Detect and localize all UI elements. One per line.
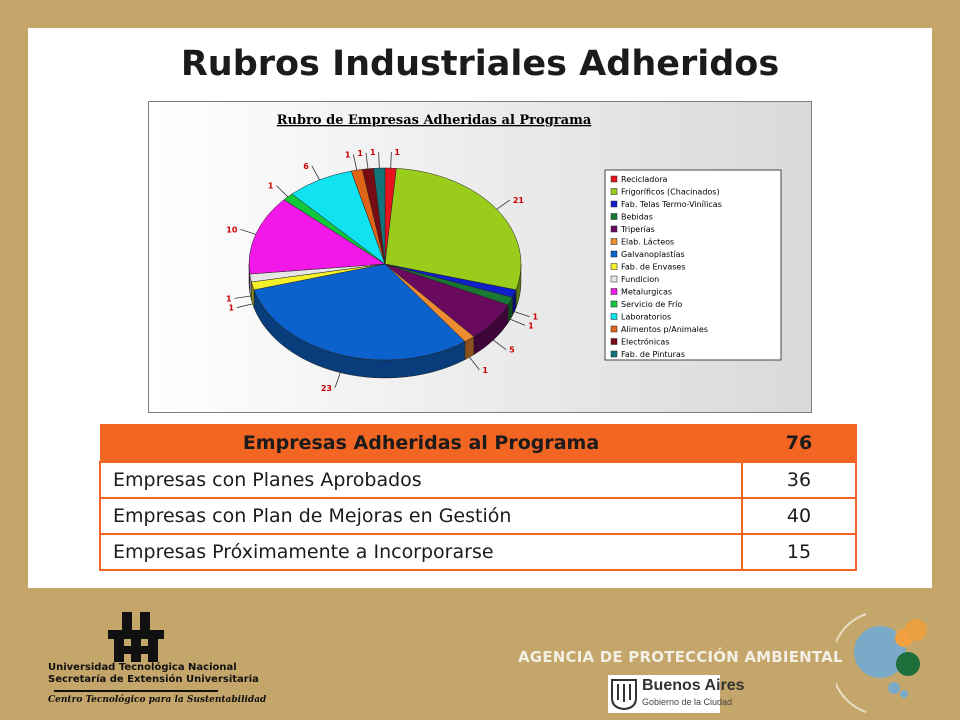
pie-data-label: 23 <box>320 383 333 393</box>
table-header-value: 76 <box>742 425 856 463</box>
legend-label: Recicladora <box>621 175 668 184</box>
legend-label: Metalurgicas <box>621 287 673 297</box>
pie-data-label: 1 <box>528 321 534 331</box>
utn-divider <box>54 690 218 692</box>
table-row-value: 15 <box>742 534 856 570</box>
decor-circle-blue-tiny <box>900 690 908 698</box>
decorative-circles <box>836 602 932 714</box>
pie-data-label: 1 <box>394 148 400 158</box>
table-header-label: Empresas Adheridas al Programa <box>100 425 742 463</box>
legend-swatch <box>611 276 617 282</box>
legend-swatch <box>611 201 617 207</box>
pie-data-label: 1 <box>357 148 363 158</box>
decor-circle-green <box>896 652 920 676</box>
utn-university-name: Universidad Tecnológica Nacional <box>48 662 237 673</box>
table-row-label: Empresas con Plan de Mejoras en Gestión <box>100 498 742 534</box>
table-row-label: Empresas con Planes Aprobados <box>100 462 742 498</box>
pie-data-label: 1 <box>532 312 539 322</box>
utn-center-name: Centro Tecnológico para la Sustentabilidad <box>48 695 267 705</box>
legend-label: Galvanoplastías <box>621 250 685 259</box>
pie-chart <box>149 102 811 412</box>
buenos-aires-logo <box>608 675 745 713</box>
table-row <box>100 498 856 534</box>
utn-logo <box>48 612 267 705</box>
legend-swatch <box>611 226 617 232</box>
legend-label: Alimentos p/Animales <box>621 325 708 334</box>
legend-label: Electrónicas <box>621 337 670 347</box>
utn-emblem-icon <box>108 612 164 662</box>
legend-label: Bebidas <box>621 212 653 222</box>
slide-title: Rubros Industriales Adheridos <box>180 44 780 84</box>
legend-label: Fab. de Pinturas <box>621 350 685 359</box>
pie-data-label: 1 <box>228 303 235 313</box>
legend-swatch <box>611 189 617 195</box>
legend-label: Fab. Telas Termo-Vinílicas <box>621 200 722 209</box>
chart-title: Rubro de Empresas Adheridas al Programa <box>276 113 592 128</box>
table-row-label: Empresas Próximamente a Incorporarse <box>100 534 742 570</box>
pie-data-label: 1 <box>226 294 232 304</box>
decor-circle-blue-small <box>888 682 900 694</box>
legend-label: Frigoríficos (Chacinados) <box>621 187 720 197</box>
legend-swatch <box>611 351 617 357</box>
summary-table <box>99 424 857 571</box>
pie-data-label: 10 <box>226 225 238 235</box>
legend-swatch <box>611 326 617 332</box>
utn-secretariat-name: Secretaría de Extensión Universitaria <box>48 674 259 685</box>
table-row <box>100 534 856 570</box>
legend-swatch <box>611 251 617 257</box>
legend-swatch <box>611 289 617 295</box>
legend-label: Triperías <box>621 225 655 234</box>
pie-data-label: 6 <box>303 161 309 171</box>
city-seal-icon <box>610 678 638 710</box>
legend-label: Fab. de Envases <box>621 262 686 272</box>
legend-label: Servicio de Frío <box>621 300 683 309</box>
table-header-row <box>100 425 856 463</box>
legend-swatch <box>611 176 617 182</box>
legend-swatch <box>611 239 617 245</box>
legend-label: Fundicion <box>621 275 660 284</box>
legend-swatch <box>611 314 617 320</box>
legend-swatch <box>611 339 617 345</box>
pie-data-label: 1 <box>267 181 274 191</box>
buenos-aires-subtitle: Gobierno de la Ciudad <box>642 697 733 707</box>
pie-chart-panel <box>148 101 812 413</box>
pie-data-label: 1 <box>482 365 488 375</box>
legend-swatch <box>611 264 617 270</box>
legend-swatch <box>611 214 617 220</box>
pie-data-label: 1 <box>370 148 376 158</box>
pie-data-label: 1 <box>344 150 351 160</box>
table-row <box>100 462 856 498</box>
agency-name: AGENCIA DE PROTECCIÓN AMBIENTAL <box>518 648 843 666</box>
table-row-value: 36 <box>742 462 856 498</box>
table-row-value: 40 <box>742 498 856 534</box>
buenos-aires-wordmark: Buenos Aires <box>642 677 745 694</box>
legend-label: Laboratorios <box>621 312 672 322</box>
pie-data-label: 21 <box>512 196 524 206</box>
pie-data-label: 5 <box>509 345 515 355</box>
decor-circle-orange-large <box>905 619 927 641</box>
legend-label: Elab. Lácteos <box>621 237 675 247</box>
legend-swatch <box>611 301 617 307</box>
